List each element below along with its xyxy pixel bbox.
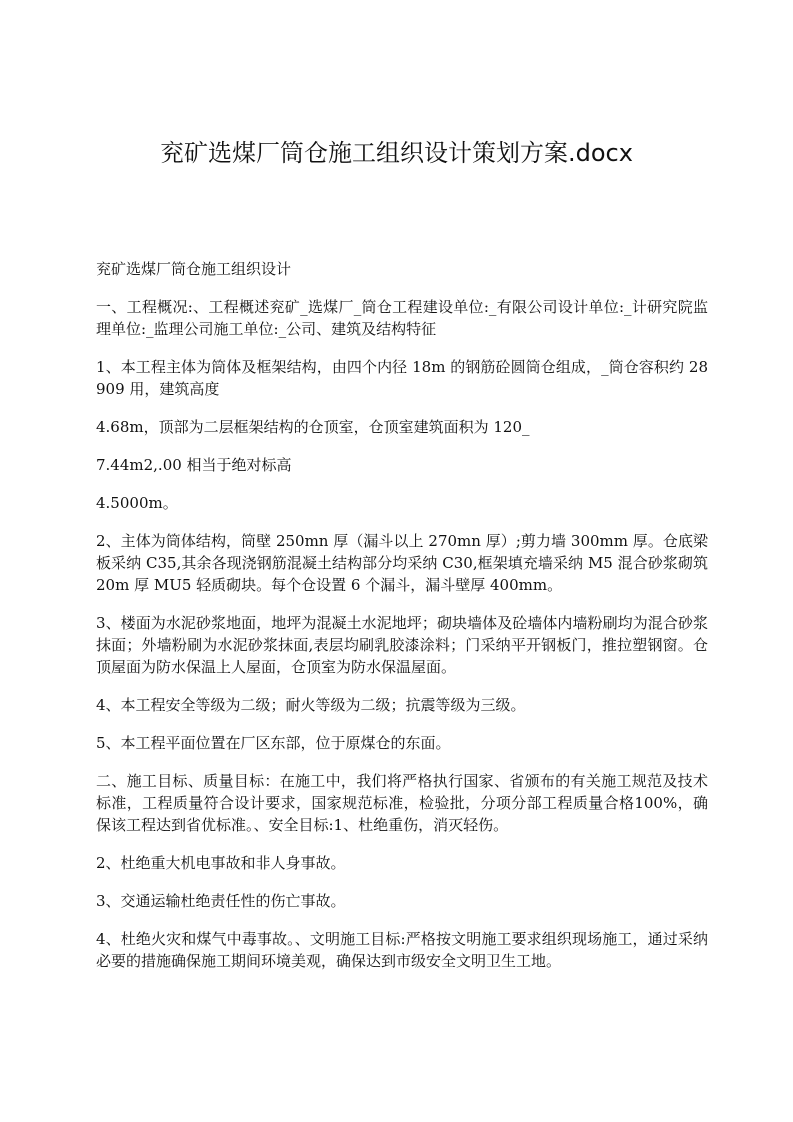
paragraph-safety-4: 4、杜绝火灾和煤气中毒事故。、文明施工目标:严格按文明施工要求组织现场施工，通过采纳必要的措施确保施工期间环境美观，确保达到市级安全文明卫生工地。	[96, 930, 708, 970]
document-title: 兖矿选煤厂筒仓施工组织设计策划方案.docx	[160, 139, 633, 167]
paragraph-safety-2: 2、杜绝重大机电事故和非人身事故。	[96, 854, 346, 872]
paragraph-finishes-3: 3、楼面为水泥砂浆地面，地坪为混凝土水泥地坪；砌块墙体及砼墙体内墙粉刷均为混合砂浆抹面；外墙粉刷为水泥砂浆抹面,表层均刷乳胶漆涂料；门采纳平开钢板门，推拉塑钢窗。仓顶屋面为防水保温上人屋面，仓顶室为防水保温屋面。	[96, 614, 708, 676]
paragraph-heading: 兖矿选煤厂筒仓施工组织设计	[96, 260, 292, 278]
paragraph-targets: 二、施工目标、质量目标：在施工中，我们将严格执行国家、省颁布的有关施工规范及技术标准，工程质量符合设计要求，国家规范标准，检验批，分项分部工程质量合格100%，确保该工程达到省优标准。、安全目标:1、杜绝重伤，消灭轻伤。	[96, 772, 708, 834]
paragraph-height: 4.68m，顶部为二层框架结构的仓顶室，仓顶室建筑面积为 120_	[96, 418, 530, 436]
paragraph-project-overview: 一、工程概况:、工程概述兖矿_选煤厂_筒仓工程建设单位:_有限公司设计单位:_计研究院监理单位:_监理公司施工单位:_公司、建筑及结构特征	[96, 298, 708, 338]
paragraph-grades-4: 4、本工程安全等级为二级；耐火等级为二级；抗震等级为三级。	[96, 696, 526, 714]
document-body	[96, 258, 708, 988]
paragraph-structure-1: 1、本工程主体为筒体及框架结构，由四个内径 18m 的钢筋砼圆筒仓组成，_筒仓容积约 28909 用，建筑高度	[96, 358, 708, 398]
paragraph-elevation: 7.44m2,.00 相当于绝对标高	[96, 456, 292, 474]
paragraph-location-5: 5、本工程平面位置在厂区东部，位于原煤仓的东面。	[96, 734, 451, 752]
paragraph-safety-3: 3、交通运输杜绝责任性的伤亡事故。	[96, 892, 346, 910]
paragraph-structure-2: 2、主体为筒体结构，筒壁 250mn 厚（漏斗以上 270mn 厚）;剪力墙 300mm 厚。仓底梁板采纳 C35,其余各现浇钢筋混凝土结构部分均采纳 C30,框架填充墙采纳 M5 混合砂浆砌筑 20m 厚 MU5 轻质砌块。每个仓设置 6 个漏斗，漏斗壁厚 400mm。	[96, 532, 708, 594]
paragraph-elevation-value: 4.5000m。	[96, 494, 178, 512]
